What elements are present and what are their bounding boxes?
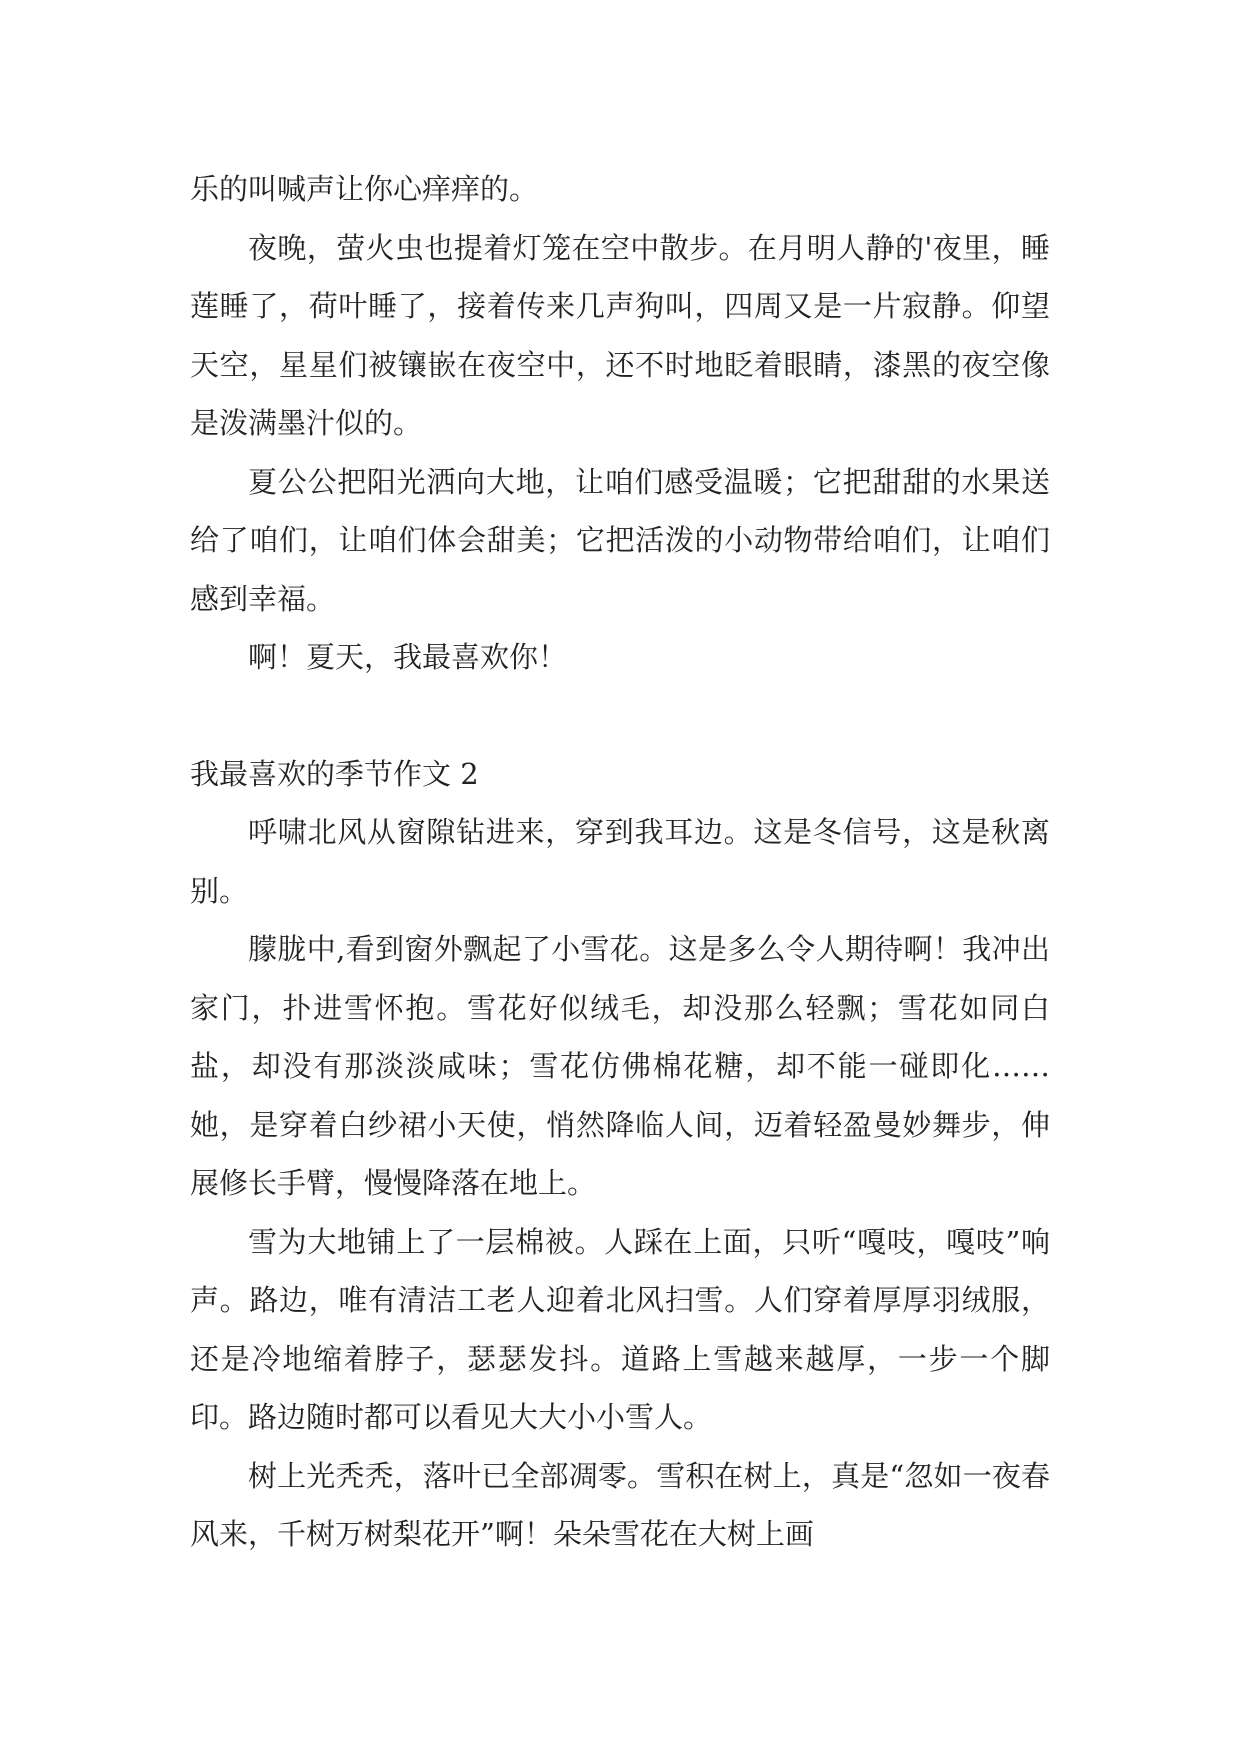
paragraph-summer-gifts: 夏公公把阳光洒向大地，让咱们感受温暖；它把甜甜的水果送给了咱们，让咱们体会甜美；它把活泼的小动物带给咱们，让咱们感到幸福。: [190, 464, 1050, 616]
paragraph-snowflakes: 朦胧中,看到窗外飘起了小雪花。这是多么令人期待啊！我冲出家门，扑进雪怀抱。雪花好似绒毛，却没那么轻飘；雪花如同白盐，却没有那淡淡咸味；雪花仿佛棉花糖，却不能一碰即化……她，是穿着白纱裙小天使，悄然降临人间，迈着轻盈曼妙舞步，伸展修长手臂，慢慢降落在地上。: [190, 932, 1050, 1200]
section-title: 我最喜欢的季节作文 2: [190, 756, 479, 791]
paragraph-night: 夜晚，萤火虫也提着灯笼在空中散步。在月明人静的'夜里，睡莲睡了，荷叶睡了，接着传来几声狗叫，四周又是一片寂静。仰望天空，星星们被镶嵌在夜空中，还不时地眨着眼睛，漆黑的夜空像是泼满墨汁似的。: [190, 230, 1050, 440]
paragraph-exclamation: 啊！夏天，我最喜欢你！: [248, 640, 568, 674]
paragraph-north-wind: 呼啸北风从窗隙钻进来，穿到我耳边。这是冬信号，这是秋离别。: [190, 815, 1050, 908]
paragraph-snow-blanket: 雪为大地铺上了一层棉被。人踩在上面，只听“嘎吱，嘎吱”响声。路边，唯有清洁工老人迎着北风扫雪。人们穿着厚厚羽绒服，还是冷地缩着脖子，瑟瑟发抖。道路上雪越来越厚，一步一个脚印。路边随时都可以看见大大小小雪人。: [190, 1224, 1050, 1434]
paragraph-continuation: 乐的叫喊声让你心痒痒的。: [190, 172, 539, 206]
document-body: [190, 160, 1050, 1564]
section-gap: [190, 687, 1050, 745]
paragraph-bare-trees: 树上光秃秃，落叶已全部凋零。雪积在树上，真是“忽如一夜春风来，千树万树梨花开”啊！朵朵雪花在大树上画: [190, 1458, 1050, 1551]
